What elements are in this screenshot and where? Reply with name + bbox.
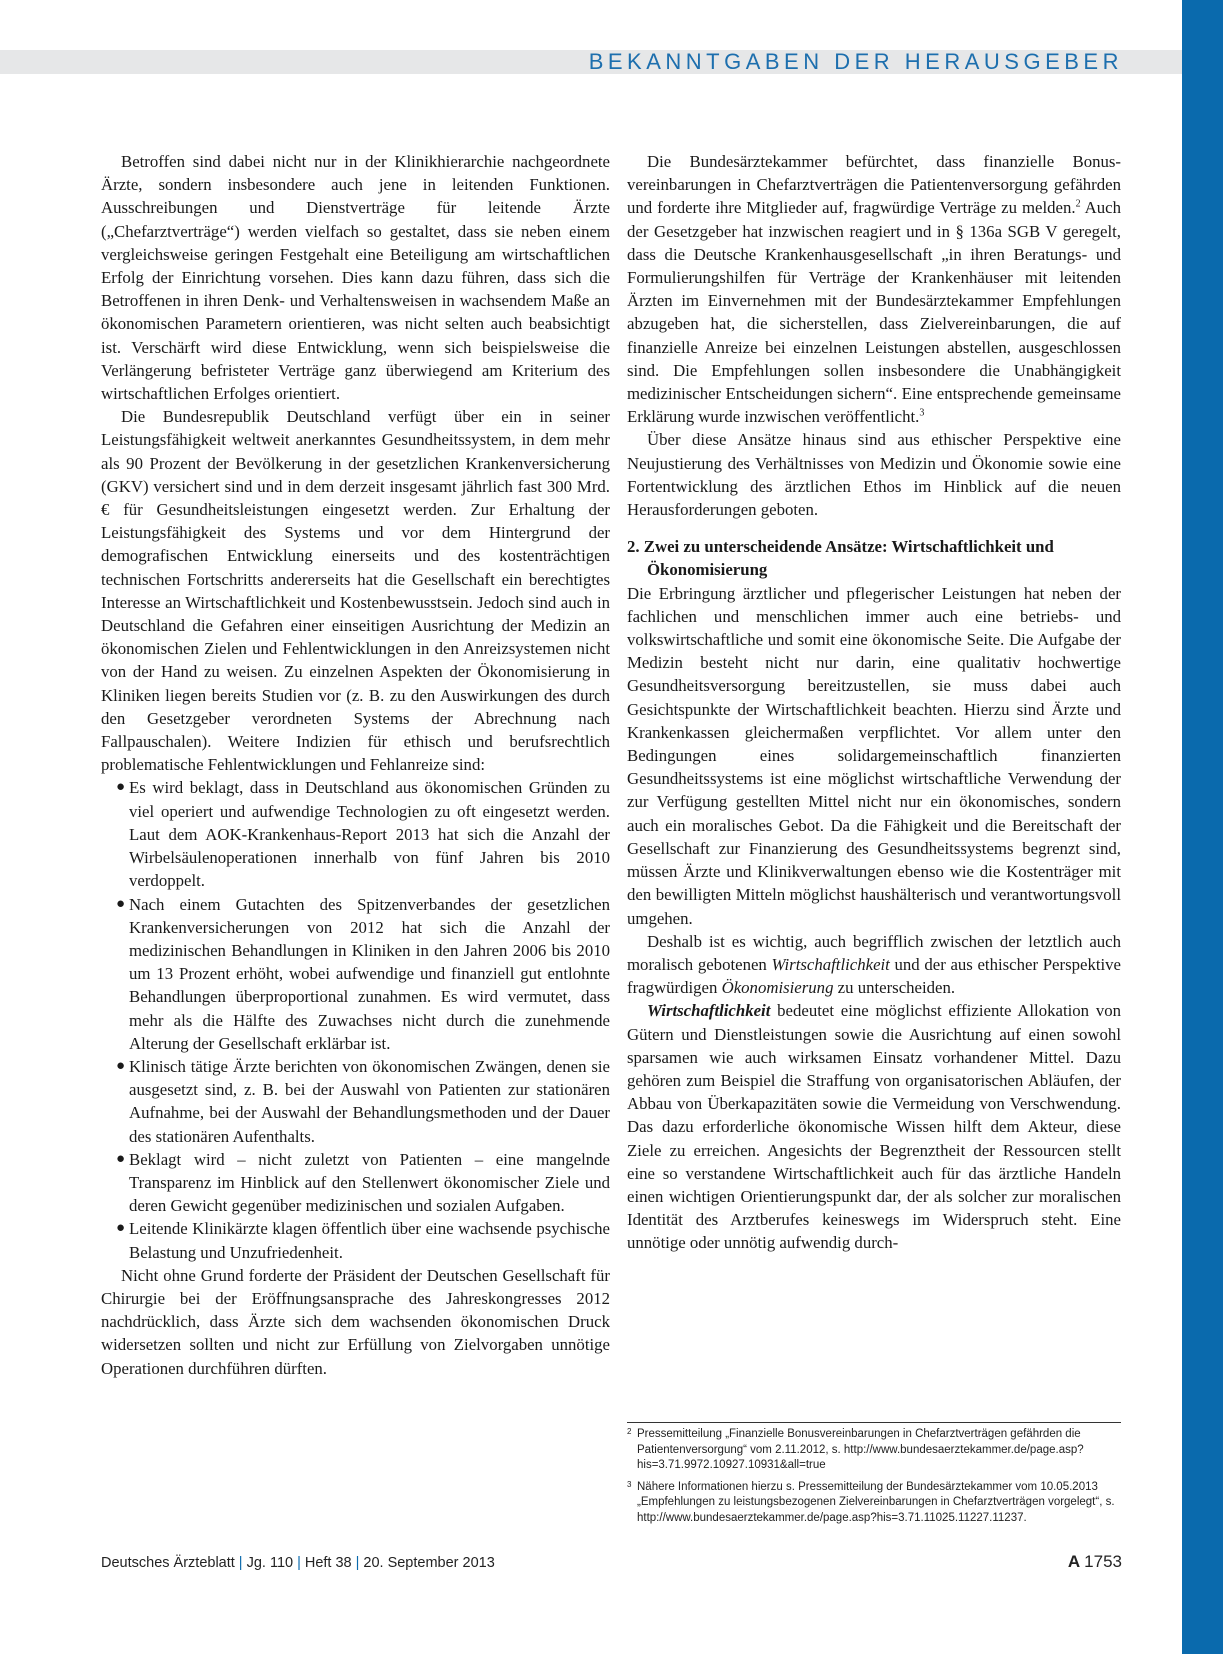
separator: | xyxy=(355,1555,360,1571)
paragraph: Wirtschaftlichkeit bedeutet eine möglichst effiziente Allokation von Gütern und Dienstleistungen sowie die Ausrichtung auf einen sowohl sparsamen wie auch wirksamen Einsatz vorhandener Mittel. Dazu gehören zum Beispiel die Straffung von organisatorischen Abläufen, der Abbau von Überkapazitäten sowie die Vermeidung von Verschwendung. Das dazu erforderliche ökonomische Wissen hilft dem Akteur, diese Ziele zu erreichen. Angesichts der Begrenztheit der Ressourcen stellt eine so verstandene Wirtschaftlichkeit auch für das ärztliche Handeln einen wichtigen Orientierungspunkt dar, der als solcher zur moralischen Identität des Arztberufes keineswegs im Widerspruch steht. Eine unnötige oder unnötig aufwendig durch- xyxy=(627,1001,1121,1253)
term-wirtschaftlichkeit: Wirtschaftlichkeit xyxy=(771,954,890,974)
paragraph: Die Bundesrepublik Deutschland verfügt über ein in seiner Leistungsfähigkeit weltweit anerkanntes Gesundheitssystem, in dem mehr als 90 Prozent der Bevölkerung in der gesetzlichen Krankenversicherung (GKV) versichert sind und in dem derzeit insgesamt jährlich fast 300 Mrd. € für Gesundheitsleistungen eingesetzt werden. Zur Erhaltung der Leistungsfähigkeit des Systems und vor dem Hintergrund der demografischen Entwicklung einerseits und des kostenträchtigen technischen Fortschritts andererseits hat die Gesellschaft ein berechtigtes Interesse an Wirtschaftlichkeit und Kostenbewusstsein. Jedoch sind auch in Deutschland die Gefahren einer einseitigen Ausrichtung der Medizin an ökonomischen Zielen und Fehlentwicklungen in den Anreizsystemen nicht von der Hand zu weisen. Zu einzelnen Aspekten der Ökonomisierung in Kliniken liegen bereits Studien vor (z. B. zu den Auswirkungen des durch den Gesetzgeber verordneten Systems der Abrechnung nach Fallpauschalen). Weitere Indizien für ethisch und berufsrechtlich problematische Fehlentwicklungen und Fehlanreize sind: xyxy=(101,407,610,775)
footnotes xyxy=(627,1422,1121,1532)
term-lead: Wirtschaftlichkeit xyxy=(647,1001,771,1021)
side-accent-bar xyxy=(1182,0,1223,1654)
issue: Heft 38 xyxy=(304,1555,352,1571)
section-header: BEKANNTGABEN DER HERAUSGEBER xyxy=(588,49,1123,74)
paragraph: Nicht ohne Grund forderte der Präsident der Deutschen Gesellschaft für Chirurgie bei der Eröffnungsansprache des Jahreskongresses 2012 nachdrücklich, dass Ärzte sich dem wachsenden ökonomischen Druck widersetzen sollten und nicht zur Erfüllung von Zielvorgaben unnötige Operationen durchführen dürften. xyxy=(101,1265,610,1378)
bullet-list xyxy=(101,776,610,1263)
list-item: ● Es wird beklagt, dass in Deutschland aus ökonomischen Gründen zu viel operiert und aufwendige Technologien zu oft eingesetzt werden. Laut dem AOK-Krankenhaus-Report 2013 hat sich die Anzahl der Wirbelsäulenoperationen innerhalb von fünf Jahren bis 2010 verdoppelt. xyxy=(116,778,610,891)
footer-citation xyxy=(101,1555,495,1571)
footnote-ref[interactable]: 3 xyxy=(919,407,925,419)
bullet-icon: ● xyxy=(116,779,126,796)
footnote-ref[interactable]: 2 xyxy=(1075,198,1081,210)
bullet-icon: ● xyxy=(116,1057,126,1074)
footnote xyxy=(627,1480,1121,1527)
page-prefix: A xyxy=(1067,1552,1081,1571)
bullet-icon: ● xyxy=(116,1220,126,1237)
bullet-icon: ● xyxy=(116,1150,126,1167)
page-num: 1753 xyxy=(1084,1552,1122,1571)
left-column xyxy=(101,150,610,1380)
list-item: ● Nach einem Gutachten des Spitzenverbandes der gesetzlichen Krankenversicherungen von 2012 hat sich die Anzahl der medizinischen Behandlungen in Kliniken in den Jahren 2006 bis 2010 um 13 Prozent erhöht, wobei aufwendige und finanziell gut entlohnte Behandlungen überproportional zunahmen. Es wird vermutet, dass mehr als die Hälfte des Zuwachses nicht durch die zunehmende Alterung der Gesellschaft erklärbar ist. xyxy=(116,894,610,1053)
paragraph: Über diese Ansätze hinaus sind aus ethischer Perspektive eine Neujustierung des Verhältnisses von Medizin und Ökonomie sowie eine Fortentwicklung des ärztlichen Ethos im Hinblick auf die neuen Herausforderungen geboten. xyxy=(627,430,1121,520)
list-item: ● Beklagt wird – nicht zuletzt von Patienten – eine mangelnde Transparenz im Hinblick auf den Stellenwert ökonomischer Ziele und deren Gewicht gegenüber medizinischen und sozialen Aufgaben. xyxy=(116,1149,610,1216)
footnote-number: 3 xyxy=(627,1479,632,1489)
volume: Jg. 110 xyxy=(246,1555,294,1571)
journal-name: Deutsches Ärzteblatt xyxy=(101,1555,235,1571)
paragraph: Deshalb ist es wichtig, auch begrifflich zwischen der letztlich auch moralisch gebotenen Wirtschaftlichkeit und der aus ethischer Perspektive fragwürdigen Ökonomisierung zu unterscheiden. xyxy=(627,931,1122,998)
list-item: ● Leitende Klinikärzte klagen öffentlich über eine wachsende psychische Belastung und Unzufriedenheit. xyxy=(116,1219,610,1262)
right-column xyxy=(627,150,1121,1255)
separator: | xyxy=(238,1555,243,1571)
term-oekonomisierung: Ökonomisierung xyxy=(721,978,834,998)
page-number xyxy=(1068,1552,1122,1572)
bullet-icon: ● xyxy=(116,895,126,912)
footnote-text: Pressemitteilung „Finanzielle Bonusvereinbarungen in Chefarztverträgen gefährden die Patientenversorgung“ vom 2.11.2012, s. http://www.bundesaerztekammer.de/page.asp?his=3.71.9972.10927.10931&all=true xyxy=(637,1428,1084,1471)
paragraph: Die Erbringung ärztlicher und pflegerischer Leistungen hat neben der fachlichen und menschlichen immer auch eine betriebs- und volkswirtschaftliche und somit eine ökonomische Seite. Die Aufgabe der Medizin besteht nicht nur darin, eine qualitativ hochwertige Gesundheitsversorgung bereitzustellen, sie muss dabei auch Gesichtspunkte der Wirtschaftlichkeit beachten. Hierzu sind Ärzte und Krankenkassen gleichermaßen verpflichtet. Vor allem unter den Bedingungen eines solidargemeinschaftlich finanzierten Gesundheitssystems ist eine möglichst wirtschaftliche Verwendung der zur Verfügung gestellten Mittel nicht nur ein ökonomisches, sondern auch ein moralisches Gebot. Da die Fähigkeit und die Bereitschaft der Gesellschaft zur Finanzierung des Gesundheitssystems begrenzt sind, müssen Ärzte und Klinikverwaltungen ebenso wie die Kostenträger mit den bewilligten Mitteln möglichst haushälterisch und verantwortungsvoll umgehen. xyxy=(627,583,1121,928)
list-item: ● Klinisch tätige Ärzte berichten von ökonomischen Zwängen, denen sie ausgesetzt sind, z. B. bei der Auswahl von Patienten zur stationären Aufnahme, bei der Auswahl der Behandlungsmethoden und der Dauer des stationären Aufenthalts. xyxy=(116,1056,610,1146)
section-heading: 2. Zwei zu unterscheidende Ansätze: Wirtschaftlichkeit und Ökonomisierung xyxy=(627,537,1054,580)
paragraph: Betroffen sind dabei nicht nur in der Klinikhierarchie nachgeordnete Ärzte, sondern insbesondere auch jene in leitenden Funktionen. Ausschreibungen und Dienstverträge für leitende Ärzte („Chefarztverträge“) werden vielfach so gestaltet, dass sie neben einem vergleichsweise geringen Festgehalt eine Beteiligung am wirtschaftlichen Erfolg der Einrichtung vorsehen. Dies kann dazu führen, dass sich die Betroffenen in ihren Denk- und Verhaltensweisen in wachsendem Maße an ökonomischen Parametern orientieren, was nicht selten auch beabsichtigt ist. Verschärft wird diese Entwicklung, wenn sich beispielsweise die Verlängerung befristeter Verträge ganz überwiegend am Kriterium des wirtschaftlichen Erfolges orientiert. xyxy=(101,152,610,404)
paragraph: Die Bundesärztekammer befürchtet, dass finanzielle Bonusvereinbarungen in Chefarztverträgen die Patientenversorgung gefährden und forderte ihre Mitglieder auf, fragwürdige Verträge zu melden.$^2$ Auch der Gesetzgeber hat inzwischen reagiert und in § 136a SGB V geregelt, dass die Deutsche Krankenhausgesellschaft „in ihren Beratungs- und Formulierungshilfen für Verträge der Krankenhäuser mit leitenden Ärzten im Einvernehmen mit der Bundesärztekammer Empfehlungen abzugeben hat, die sicherstellen, dass Zielvereinbarungen, die auf finanzielle Anreize bei einzelnen Leistungen abstellen, ausgeschlossen sind. Die Empfehlungen sollen insbesondere die Unabhängigkeit medizinischer Entscheidungen sichern“. Eine entsprechende gemeinsame Erklärung wurde inzwischen veröffentlicht.$^3$ xyxy=(627,152,1121,427)
footnote xyxy=(627,1427,1121,1474)
issue-date: 20. September 2013 xyxy=(363,1555,495,1571)
footnote-text: Nähere Informationen hierzu s. Pressemitteilung der Bundesärztekammer vom 10.05.2013 „Empfehlungen zu leistungsbezogenen Zielvereinbarungen in Chefarztverträgen vorgelegt“, s. http://www.bundesaerztekammer.de/page.asp?his=3.71.11025.11227.11237. xyxy=(637,1480,1115,1524)
footnote-number: 2 xyxy=(627,1427,632,1436)
separator: | xyxy=(297,1555,301,1571)
